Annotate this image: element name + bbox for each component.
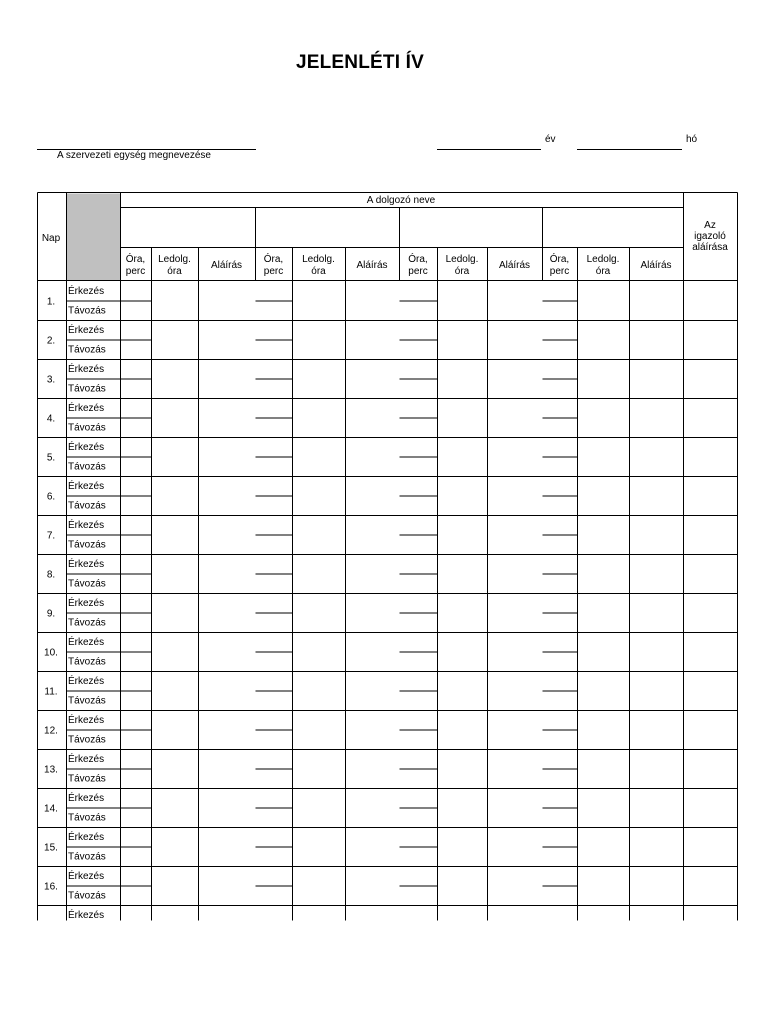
- arrival-time-cell[interactable]: [543, 438, 578, 458]
- arrival-time-cell[interactable]: [121, 321, 152, 341]
- nap-header: Nap: [41, 233, 61, 244]
- arrival-time-cell[interactable]: [400, 516, 438, 536]
- day-number: 13.: [44, 764, 58, 776]
- day-number: 12.: [44, 725, 58, 737]
- day-number: 8.: [46, 569, 56, 581]
- arrival-time-cell[interactable]: [543, 594, 578, 614]
- arrival-time-cell[interactable]: [400, 282, 438, 302]
- departure-label: Távozás: [68, 773, 106, 785]
- arrival-time-cell[interactable]: [543, 711, 578, 731]
- arrival-time-cell[interactable]: [400, 867, 438, 887]
- arrival-time-cell[interactable]: [121, 477, 152, 497]
- alairas-header: Aláírás: [356, 260, 388, 271]
- departure-time-cell[interactable]: [400, 457, 438, 477]
- departure-time-cell[interactable]: [256, 691, 293, 711]
- departure-time-cell[interactable]: [121, 535, 152, 555]
- departure-label: Távozás: [68, 734, 106, 746]
- arrival-label: Érkezés: [68, 754, 105, 765]
- arrival-label: Érkezés: [68, 910, 105, 921]
- arrival-time-cell[interactable]: [543, 282, 578, 302]
- departure-time-cell[interactable]: [543, 457, 578, 477]
- departure-time-cell[interactable]: [400, 418, 438, 438]
- ora-perc-header: perc: [408, 266, 428, 277]
- departure-label: Távozás: [68, 539, 106, 551]
- departure-time-cell[interactable]: [121, 574, 152, 594]
- departure-time-cell[interactable]: [256, 301, 293, 321]
- page-cutoff: [37, 921, 739, 922]
- arrival-time-cell[interactable]: [121, 828, 152, 848]
- arrival-time-cell[interactable]: [121, 750, 152, 770]
- arrival-time-cell[interactable]: [256, 399, 293, 419]
- departure-time-cell[interactable]: [121, 613, 152, 633]
- arrival-label: Érkezés: [68, 481, 105, 492]
- month-label: hó: [686, 134, 698, 145]
- departure-time-cell[interactable]: [121, 847, 152, 867]
- departure-time-cell[interactable]: [121, 808, 152, 828]
- departure-time-cell[interactable]: [121, 886, 152, 906]
- arrival-time-cell[interactable]: [256, 477, 293, 497]
- ora-perc-header: Óra,: [549, 254, 570, 265]
- departure-time-cell[interactable]: [256, 886, 293, 906]
- arrival-time-cell[interactable]: [121, 789, 152, 809]
- departure-time-cell[interactable]: [121, 340, 152, 360]
- arrival-time-cell[interactable]: [543, 750, 578, 770]
- year-line[interactable]: [437, 149, 541, 150]
- arrival-time-cell[interactable]: [400, 321, 438, 341]
- arrival-time-cell[interactable]: [121, 438, 152, 458]
- arrival-time-cell[interactable]: [400, 633, 438, 653]
- departure-time-cell[interactable]: [400, 301, 438, 321]
- departure-time-cell[interactable]: [256, 613, 293, 633]
- ora-perc-header: perc: [125, 266, 146, 277]
- verifier-header-line-2: igazoló: [694, 231, 726, 242]
- day-number: 10.: [44, 647, 58, 659]
- departure-time-cell[interactable]: [543, 886, 578, 906]
- day-number: 14.: [44, 803, 58, 815]
- arrival-time-cell[interactable]: [400, 672, 438, 692]
- departure-time-cell[interactable]: [543, 769, 578, 789]
- arrival-label: Érkezés: [68, 325, 105, 336]
- employee-name-header: A dolgozó neve: [366, 195, 436, 206]
- arrival-time-cell[interactable]: [256, 321, 293, 341]
- arrival-time-cell[interactable]: [256, 633, 293, 653]
- departure-label: Távozás: [68, 890, 106, 902]
- arrival-time-cell[interactable]: [400, 711, 438, 731]
- departure-time-cell[interactable]: [121, 379, 152, 399]
- arrival-time-cell[interactable]: [256, 282, 293, 302]
- departure-time-cell[interactable]: [543, 808, 578, 828]
- arrival-time-cell[interactable]: [543, 516, 578, 536]
- arrival-time-cell[interactable]: [121, 867, 152, 887]
- verifier-header-line-1: Az: [704, 220, 716, 231]
- departure-time-cell[interactable]: [256, 535, 293, 555]
- arrival-time-cell[interactable]: [256, 789, 293, 809]
- arrival-time-cell[interactable]: [400, 399, 438, 419]
- ora-perc-header: perc: [263, 266, 284, 277]
- arrival-time-cell[interactable]: [543, 633, 578, 653]
- arrival-label: Érkezés: [68, 637, 105, 648]
- arrival-time-cell[interactable]: [121, 555, 152, 575]
- departure-time-cell[interactable]: [256, 457, 293, 477]
- departure-label: Távozás: [68, 617, 106, 629]
- ledolg-ora-header: Ledolg.: [586, 254, 620, 265]
- departure-time-cell[interactable]: [256, 379, 293, 399]
- shaded-header-cell: [67, 194, 121, 281]
- departure-time-cell[interactable]: [121, 496, 152, 516]
- day-number: 4.: [46, 413, 56, 425]
- departure-time-cell[interactable]: [543, 340, 578, 360]
- arrival-label: Érkezés: [68, 559, 105, 570]
- arrival-time-cell[interactable]: [543, 477, 578, 497]
- departure-time-cell[interactable]: [543, 301, 578, 321]
- departure-time-cell[interactable]: [256, 496, 293, 516]
- departure-time-cell[interactable]: [543, 847, 578, 867]
- departure-label: Távozás: [68, 812, 106, 824]
- arrival-label: Érkezés: [68, 364, 105, 375]
- departure-time-cell[interactable]: [543, 613, 578, 633]
- departure-time-cell[interactable]: [543, 418, 578, 438]
- ora-perc-header: Óra,: [263, 254, 284, 265]
- arrival-time-cell[interactable]: [121, 399, 152, 419]
- departure-time-cell[interactable]: [400, 691, 438, 711]
- arrival-time-cell[interactable]: [256, 594, 293, 614]
- departure-time-cell[interactable]: [543, 496, 578, 516]
- departure-label: Távozás: [68, 305, 106, 317]
- arrival-time-cell[interactable]: [400, 555, 438, 575]
- arrival-label: Érkezés: [68, 715, 105, 726]
- departure-label: Távozás: [68, 500, 106, 512]
- month-line[interactable]: [577, 149, 682, 150]
- arrival-time-cell[interactable]: [256, 711, 293, 731]
- attendance-table: [37, 192, 739, 922]
- departure-time-cell[interactable]: [256, 769, 293, 789]
- departure-time-cell[interactable]: [121, 301, 152, 321]
- departure-time-cell[interactable]: [121, 457, 152, 477]
- day-number: 16.: [44, 881, 58, 893]
- departure-time-cell[interactable]: [543, 652, 578, 672]
- departure-time-cell[interactable]: [400, 574, 438, 594]
- departure-time-cell[interactable]: [121, 730, 152, 750]
- departure-time-cell[interactable]: [256, 808, 293, 828]
- departure-time-cell[interactable]: [400, 535, 438, 555]
- arrival-time-cell[interactable]: [400, 477, 438, 497]
- day-number: 7.: [46, 530, 56, 542]
- arrival-label: Érkezés: [68, 598, 105, 609]
- arrival-time-cell[interactable]: [121, 906, 152, 923]
- arrival-time-cell[interactable]: [400, 750, 438, 770]
- day-number: 6.: [46, 491, 56, 503]
- departure-time-cell[interactable]: [256, 574, 293, 594]
- arrival-time-cell[interactable]: [400, 360, 438, 380]
- arrival-time-cell[interactable]: [543, 867, 578, 887]
- departure-label: Távozás: [68, 695, 106, 707]
- page-title: JELENLÉTI ÍV: [295, 52, 425, 73]
- arrival-time-cell[interactable]: [400, 906, 438, 923]
- arrival-label: Érkezés: [68, 793, 105, 804]
- arrival-label: Érkezés: [68, 403, 105, 414]
- departure-label: Távozás: [68, 851, 106, 863]
- departure-time-cell[interactable]: [543, 730, 578, 750]
- arrival-time-cell[interactable]: [256, 516, 293, 536]
- departure-time-cell[interactable]: [121, 418, 152, 438]
- verifier-header-line-3: aláírása: [692, 242, 728, 253]
- arrival-time-cell[interactable]: [543, 789, 578, 809]
- arrival-time-cell[interactable]: [400, 438, 438, 458]
- departure-time-cell[interactable]: [400, 886, 438, 906]
- day-number: 2.: [46, 335, 56, 347]
- arrival-time-cell[interactable]: [121, 672, 152, 692]
- day-number: 15.: [44, 842, 58, 854]
- ora-perc-header: Óra,: [408, 254, 428, 265]
- departure-label: Távozás: [68, 656, 106, 668]
- ledolg-ora-header: óra: [454, 266, 470, 277]
- departure-label: Távozás: [68, 383, 106, 395]
- ledolg-ora-header: Ledolg.: [302, 254, 335, 265]
- arrival-time-cell[interactable]: [256, 828, 293, 848]
- arrival-label: Érkezés: [68, 832, 105, 843]
- arrival-time-cell[interactable]: [400, 789, 438, 809]
- departure-time-cell[interactable]: [400, 379, 438, 399]
- ora-perc-header: perc: [549, 266, 570, 277]
- departure-time-cell[interactable]: [121, 652, 152, 672]
- day-number: 1.: [46, 296, 56, 308]
- departure-time-cell[interactable]: [400, 496, 438, 516]
- departure-time-cell[interactable]: [400, 769, 438, 789]
- arrival-time-cell[interactable]: [400, 828, 438, 848]
- unit-name-caption: A szervezeti egység megnevezése: [57, 150, 211, 161]
- arrival-label: Érkezés: [68, 520, 105, 531]
- departure-time-cell[interactable]: [543, 535, 578, 555]
- arrival-time-cell[interactable]: [256, 906, 293, 923]
- arrival-time-cell[interactable]: [121, 360, 152, 380]
- arrival-time-cell[interactable]: [543, 828, 578, 848]
- ledolg-ora-header: óra: [595, 266, 611, 277]
- departure-time-cell[interactable]: [256, 847, 293, 867]
- departure-time-cell[interactable]: [121, 691, 152, 711]
- ledolg-ora-header: Ledolg.: [445, 254, 479, 265]
- day-number: 5.: [46, 452, 56, 464]
- ledolg-ora-header: óra: [167, 266, 182, 277]
- arrival-time-cell[interactable]: [543, 555, 578, 575]
- departure-label: Távozás: [68, 461, 106, 473]
- arrival-label: Érkezés: [68, 442, 105, 453]
- alairas-header: Aláírás: [498, 260, 531, 271]
- year-label: év: [545, 134, 556, 145]
- departure-time-cell[interactable]: [256, 340, 293, 360]
- arrival-time-cell[interactable]: [400, 594, 438, 614]
- arrival-time-cell[interactable]: [121, 711, 152, 731]
- arrival-time-cell[interactable]: [543, 399, 578, 419]
- arrival-time-cell[interactable]: [256, 360, 293, 380]
- alairas-header: Aláírás: [210, 260, 243, 271]
- departure-time-cell[interactable]: [256, 652, 293, 672]
- departure-label: Távozás: [68, 422, 106, 434]
- arrival-time-cell[interactable]: [121, 594, 152, 614]
- departure-time-cell[interactable]: [543, 691, 578, 711]
- arrival-time-cell[interactable]: [543, 321, 578, 341]
- arrival-time-cell[interactable]: [121, 516, 152, 536]
- departure-label: Távozás: [68, 344, 106, 356]
- day-number: 3.: [46, 374, 56, 386]
- departure-time-cell[interactable]: [256, 418, 293, 438]
- departure-time-cell[interactable]: [400, 808, 438, 828]
- arrival-time-cell[interactable]: [256, 867, 293, 887]
- departure-time-cell[interactable]: [543, 574, 578, 594]
- departure-time-cell[interactable]: [543, 379, 578, 399]
- departure-label: Távozás: [68, 578, 106, 590]
- departure-time-cell[interactable]: [400, 613, 438, 633]
- arrival-time-cell[interactable]: [121, 282, 152, 302]
- departure-time-cell[interactable]: [400, 847, 438, 867]
- departure-time-cell[interactable]: [121, 769, 152, 789]
- departure-time-cell[interactable]: [400, 652, 438, 672]
- alairas-header: Aláírás: [640, 260, 672, 271]
- departure-time-cell[interactable]: [400, 730, 438, 750]
- arrival-time-cell[interactable]: [256, 672, 293, 692]
- ledolg-ora-header: Ledolg.: [158, 254, 191, 265]
- arrival-time-cell[interactable]: [121, 633, 152, 653]
- arrival-time-cell[interactable]: [543, 906, 578, 923]
- arrival-label: Érkezés: [68, 871, 105, 882]
- arrival-label: Érkezés: [68, 286, 105, 297]
- ledolg-ora-header: óra: [311, 266, 326, 277]
- arrival-time-cell[interactable]: [543, 360, 578, 380]
- day-number: 11.: [44, 686, 58, 698]
- attendance-grid: [37, 192, 739, 922]
- departure-time-cell[interactable]: [400, 340, 438, 360]
- departure-time-cell[interactable]: [256, 730, 293, 750]
- day-number: 9.: [46, 608, 56, 620]
- ora-perc-header: Óra,: [125, 254, 146, 265]
- arrival-time-cell[interactable]: [256, 750, 293, 770]
- arrival-label: Érkezés: [68, 676, 105, 687]
- arrival-time-cell[interactable]: [256, 555, 293, 575]
- arrival-time-cell[interactable]: [256, 438, 293, 458]
- arrival-time-cell[interactable]: [543, 672, 578, 692]
